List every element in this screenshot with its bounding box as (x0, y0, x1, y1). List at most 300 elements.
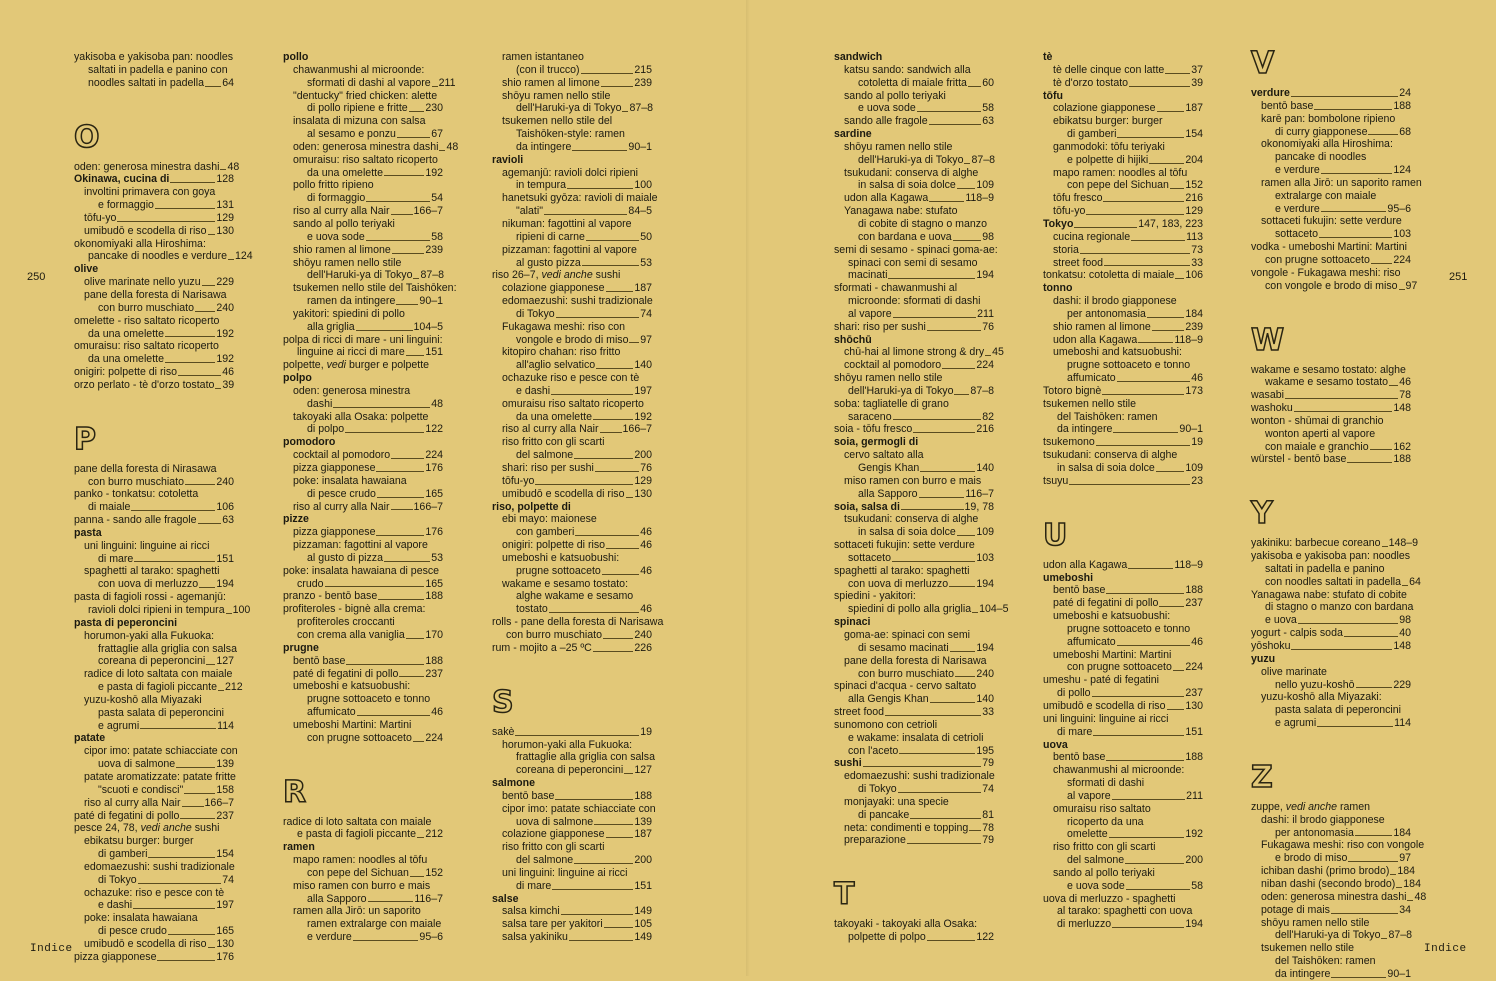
entry-text: pancake di noodles e verdure (88, 250, 227, 263)
entry-text: di pesce crudo (98, 925, 167, 938)
entry-line (283, 346, 443, 359)
page-reference: 19, 78 (964, 500, 994, 513)
page-reference: 184 (1393, 826, 1411, 839)
entry-text: del salmone (516, 854, 574, 867)
entry-line (492, 231, 652, 244)
page-reference: 95–6 (419, 931, 443, 944)
entry-text: semi di sesamo - spinaci goma-ae: (834, 243, 998, 256)
entry-line (834, 257, 994, 270)
heading-text: ramen (283, 841, 315, 854)
index-entry (283, 359, 443, 372)
leader-line (594, 824, 633, 825)
entry-line (283, 154, 443, 167)
entry-line (834, 539, 994, 552)
entry-line (283, 411, 443, 424)
index-subentry (283, 475, 443, 501)
index-column-6 (1251, 46, 1427, 981)
entry-line (74, 604, 251, 617)
entry-line (74, 887, 234, 900)
entry-line (1043, 816, 1203, 829)
index-subentry (1043, 841, 1203, 867)
section-letter-glyph: S (492, 684, 514, 720)
entry-line (1043, 726, 1203, 739)
index-entry (1043, 559, 1203, 572)
entry-line (834, 179, 994, 192)
entry-text: al vapore (1067, 789, 1111, 802)
entry-text: tsuyu (1043, 474, 1069, 487)
entry-line (492, 539, 652, 552)
entry-line (492, 257, 652, 270)
entry-line (834, 488, 994, 501)
entry-text: soia - tōfu fresco (834, 423, 913, 436)
page-reference: 129 (1185, 205, 1203, 218)
section-letter-glyph: W (1251, 322, 1285, 358)
leader-line (551, 394, 633, 395)
entry-text: prugne sottoaceto e tonno (1067, 359, 1191, 372)
entry-text: ripieni di carne (516, 230, 585, 243)
page-reference: 176 (425, 526, 443, 539)
entry-line (834, 90, 994, 103)
index-entry (834, 539, 994, 565)
entry-text: udon alla Kagawa (844, 192, 929, 205)
page-reference: 197 (634, 384, 652, 397)
entry-text: dell'Haruki-ya di Tokyo (307, 269, 413, 282)
entry-line (834, 642, 994, 655)
leader-line (432, 86, 438, 87)
entry-text: del Taishōken: ramen (1057, 410, 1158, 423)
entry-text: al vapore (848, 307, 892, 320)
index-entry (74, 340, 234, 366)
entry-line (1043, 128, 1203, 141)
index-subentry (1043, 205, 1203, 218)
index-subentry (492, 475, 652, 488)
entry-text: monjayaki: una specie (844, 795, 949, 808)
entry-line (1043, 179, 1203, 192)
entry-text: shōyu ramen nello stile (844, 140, 953, 153)
page-reference: 130 (1185, 699, 1203, 712)
page-reference: 129 (634, 474, 652, 487)
leader-line (920, 471, 975, 472)
entry-text: shio ramen al limone (1053, 320, 1151, 333)
index-subentry (74, 565, 234, 591)
index-heading (492, 777, 652, 790)
index-subentry (834, 513, 994, 539)
entry-line (834, 449, 994, 462)
entry-text: soba: tagliatelle di grano (834, 397, 949, 410)
leader-line (202, 285, 216, 286)
index-subentry (834, 115, 994, 128)
entry-text: uni linguini: linguine ai ricci (502, 866, 628, 879)
page-reference: 237 (1185, 687, 1203, 700)
entry-text: poke: insalata hawaiana di pesce (283, 564, 440, 577)
page-reference: 122 (425, 423, 443, 436)
index-subentry (283, 257, 443, 283)
entry-line (74, 912, 234, 925)
page-reference: 40 (1399, 627, 1411, 640)
entry-line (283, 282, 457, 295)
index-column-4 (834, 51, 1009, 944)
page-reference: 46 (640, 526, 652, 539)
entry-text: di stagno o manzo con bardana (1265, 601, 1414, 614)
index-subentry (74, 540, 234, 566)
leader-line (561, 914, 634, 915)
leader-line (515, 735, 639, 736)
page-reference: 130 (634, 487, 652, 500)
entry-text: Yanagawa nabe: stufato (844, 205, 958, 218)
entry-text: preparazione (844, 834, 906, 847)
leader-line (384, 561, 430, 562)
entry-line (1251, 113, 1411, 126)
index-subentry (283, 668, 443, 681)
leader-line (208, 947, 216, 948)
entry-line (1043, 346, 1203, 359)
entry-line (492, 726, 652, 739)
entry-text: sottaceti fukujin: sette verdure (1261, 215, 1402, 228)
entry-line (1251, 402, 1411, 415)
entry-text: di Tokyo (516, 307, 555, 320)
entry-line (1043, 154, 1203, 167)
entry-text: poke: insalata hawaiana (84, 912, 198, 925)
leader-line (917, 111, 981, 112)
entry-line (492, 764, 652, 777)
entry-line (74, 353, 234, 366)
entry-text: pizza giapponese (74, 950, 157, 963)
page-reference: 154 (1185, 128, 1203, 141)
page-reference: 118–9 (1174, 333, 1203, 346)
page-reference: 184 (1185, 307, 1203, 320)
entry-line (283, 905, 443, 918)
leader-line (413, 741, 424, 742)
page-reference: 113 (1186, 230, 1203, 243)
entry-text: salsa kimchi (502, 905, 560, 918)
index-heading (834, 334, 994, 347)
leader-line (406, 355, 425, 356)
entry-text: umeboshi e katsuobushi: (1053, 610, 1171, 623)
entry-text: potage di mais (1261, 903, 1330, 916)
entry-line (1043, 308, 1203, 321)
heading-text: shōchū (834, 333, 872, 346)
index-subentry (834, 655, 994, 681)
heading-text: tè (1043, 51, 1053, 63)
entry-text: miso ramen con burro e mais (844, 474, 982, 487)
entry-text: frattaglie alla griglia con salsa (98, 642, 237, 655)
entry-line (492, 179, 652, 192)
page-reference: 224 (1185, 661, 1203, 674)
leader-line (885, 715, 981, 716)
entry-line (1251, 801, 1411, 814)
heading-text: umeboshi (1043, 571, 1094, 584)
entry-line (834, 526, 994, 539)
entry-line (1251, 267, 1411, 280)
entry-line (492, 64, 652, 77)
leader-line (1152, 330, 1185, 331)
entry-text: wakame e sesamo tostato: alghe (1251, 363, 1406, 376)
page-reference: 19 (640, 725, 652, 738)
page-reference: 45 (992, 346, 1004, 359)
entry-line (74, 899, 234, 912)
index-subentry (283, 526, 443, 539)
entry-line (74, 540, 234, 553)
entry-text: in salsa di soia dolce (858, 179, 956, 192)
page-reference: 165 (425, 487, 443, 500)
leader-line (1149, 163, 1184, 164)
entry-line (1043, 423, 1203, 436)
leader-line (930, 702, 976, 703)
entry-text: poke: insalata hawaiana (293, 474, 407, 487)
index-heading (834, 436, 994, 449)
leader-line (1096, 445, 1190, 446)
entry-line (74, 553, 234, 566)
entry-text: prugne sottoaceto (516, 564, 601, 577)
entry-line (492, 269, 652, 282)
page-reference: 78 (982, 821, 994, 834)
heading-text: Tokyo (1043, 217, 1074, 230)
index-subentry (1251, 215, 1411, 241)
index-subentry (283, 205, 443, 218)
index-entry (1251, 402, 1411, 415)
leader-line (863, 766, 982, 767)
entry-line (74, 225, 234, 238)
entry-line (492, 931, 652, 944)
index-heading (834, 757, 994, 770)
page-reference: 39 (222, 378, 235, 391)
entry-line (1043, 436, 1203, 449)
entry-line (492, 128, 652, 141)
entry-line (834, 398, 994, 411)
section-letter-glyph: Z (1251, 759, 1273, 795)
index-subentry (74, 276, 234, 289)
entry-text: paté di fegatini di pollo (74, 809, 180, 822)
leader-line (396, 304, 418, 305)
entry-line (283, 102, 443, 115)
index-subentry (492, 51, 652, 77)
leader-line (226, 613, 232, 614)
entry-line (283, 90, 443, 103)
entry-line (283, 668, 443, 681)
entry-text: shōyu ramen nello stile (502, 89, 611, 102)
leader-line (185, 484, 215, 485)
index-subentry (834, 629, 994, 655)
entry-text: pane della foresta di Nirasawa (74, 462, 217, 475)
index-subentry (492, 372, 652, 398)
entry-text: agemanjū: ravioli dolci ripieni (502, 166, 639, 179)
leader-line (368, 901, 414, 902)
entry-line (283, 526, 443, 539)
entry-line (1251, 601, 1414, 614)
entry-line (492, 590, 652, 603)
section-letter-y (1251, 488, 1411, 532)
index-entry (1043, 713, 1203, 739)
page-reference: 74 (982, 783, 994, 796)
entry-text: per antonomasia (1275, 826, 1354, 839)
leader-line (206, 664, 215, 665)
page-reference: 197 (216, 899, 234, 912)
entry-line (492, 880, 652, 893)
leader-line (601, 86, 634, 87)
entry-text: polpette di polpo (848, 931, 926, 944)
entry-line (492, 802, 656, 816)
entry-text: radice di loto saltata con maiale (283, 815, 432, 828)
entry-text: al tarako: spaghetti con uova (1057, 905, 1193, 918)
entry-line (74, 476, 234, 489)
page-reference: 192 (425, 166, 443, 179)
index-entry (1043, 700, 1203, 713)
entry-text: vongole - Fukagawa meshi: riso (1251, 266, 1401, 279)
entry-text: e uova sode (1067, 879, 1125, 892)
index-subentry (74, 289, 234, 315)
page-reference: 237 (216, 809, 234, 822)
entry-line (834, 77, 994, 90)
section-letter-v (1251, 46, 1411, 81)
entry-text: bentō base (1053, 584, 1106, 597)
page-reference: 200 (1185, 854, 1203, 867)
index-subentry (492, 218, 652, 244)
entry-line (74, 565, 234, 578)
entry-text: di gamberi (98, 848, 148, 861)
entry-text: sformati - chawanmushi al (834, 282, 958, 295)
entry-line (1251, 717, 1411, 730)
entry-text: con pepe del Sichuan (1067, 179, 1169, 192)
entry-line (492, 488, 652, 501)
leader-line (1331, 913, 1398, 914)
leader-line (1069, 484, 1190, 485)
entry-text: tonkatsu: cotoletta di maiale (1043, 269, 1175, 282)
entry-text: Gengis Khan (858, 462, 920, 474)
page-reference: 76 (982, 320, 994, 333)
index-subentry (1043, 764, 1203, 803)
entry-line (74, 835, 234, 848)
index-subentry (834, 167, 994, 193)
entry-text: colazione giapponese (502, 282, 605, 295)
entry-text: e dashi (516, 384, 551, 397)
entry-line (834, 655, 994, 668)
page-reference: 100 (232, 604, 251, 616)
page-reference: 187 (634, 828, 652, 841)
page-reference: 194 (976, 641, 994, 654)
entry-text: pollo fritto ripieno (293, 179, 374, 192)
entry-text: e uova (1265, 614, 1297, 627)
entry-line (1043, 449, 1203, 462)
page-reference: 114 (1394, 717, 1411, 730)
entry-line (834, 552, 994, 565)
entry-line (283, 64, 443, 77)
leader-line (1147, 317, 1184, 318)
entry-text: al sesamo e ponzu (307, 128, 396, 141)
leader-line (1170, 188, 1184, 189)
index-heading (1043, 739, 1203, 752)
entry-line (1251, 563, 1411, 576)
entry-text: cucina regionale (1053, 230, 1131, 243)
leader-line (353, 940, 419, 941)
entry-line (1043, 674, 1203, 687)
entry-line (1043, 77, 1203, 90)
page-reference: 239 (1185, 320, 1203, 333)
heading-text: spinaci (834, 616, 871, 629)
entry-text: chawanmushi al microonde: (293, 63, 425, 76)
entry-text: umeboshi Martini: Martini (293, 718, 412, 731)
entry-line (492, 411, 652, 424)
entry-line (834, 64, 994, 77)
entry-line (1043, 854, 1203, 867)
page-reference: 237 (425, 667, 443, 680)
entry-line (492, 629, 652, 642)
page-number-right: 251 (1449, 271, 1468, 283)
entry-line (74, 77, 234, 90)
entry-line (74, 630, 234, 643)
entry-line (283, 244, 443, 257)
entry-text: dell'Haruki-ya di Tokyo (1275, 929, 1381, 942)
entry-line (834, 269, 994, 282)
entry-text: colazione giapponese (1053, 102, 1156, 115)
entry-text: nello yuzu-koshō (1275, 678, 1355, 691)
index-subentry (1251, 904, 1411, 917)
leader-line (949, 586, 975, 587)
entry-line (74, 707, 234, 720)
entry-line (1251, 827, 1411, 840)
entry-line (1043, 462, 1203, 475)
entry-text: e verdure (307, 931, 352, 944)
entry-text: saltati in padella e panino con (88, 63, 228, 76)
entry-text: shōyu ramen nello stile (834, 372, 943, 385)
entry-text: umeboshi and katsuobushi: (1053, 346, 1182, 359)
page-reference: 166–7 (622, 423, 652, 436)
page-reference: 103 (976, 551, 994, 564)
page-reference: 90–1 (628, 140, 652, 153)
index-subentry (492, 790, 652, 803)
entry-text: con prugne sottoaceto (1265, 253, 1370, 266)
entry-line (1251, 389, 1411, 402)
index-subentry (834, 449, 994, 475)
page-reference: 240 (216, 475, 234, 488)
leader-line (606, 548, 639, 549)
leader-line (602, 574, 639, 575)
leader-line (1104, 265, 1190, 266)
leader-line (1348, 861, 1398, 862)
entry-line (283, 719, 443, 732)
leader-line (165, 362, 215, 363)
entry-text: horumon-yaki alla Fukuoka: (84, 629, 215, 642)
index-entry (834, 423, 994, 436)
leader-line (346, 664, 424, 665)
entry-line (283, 167, 443, 180)
entry-text: sottaceto (1275, 228, 1318, 241)
entry-text: sando al pollo teriyaki (1053, 866, 1155, 879)
index-entry (74, 514, 234, 527)
page-reference: 34 (1399, 903, 1411, 916)
entry-text: uni linguini: linguine ai ricci (1043, 712, 1169, 725)
leader-line (1291, 649, 1392, 650)
index-subentry (283, 655, 443, 668)
index-subentry (1043, 64, 1203, 77)
entry-text: yakitori: spiedini di pollo (293, 307, 405, 320)
entry-text: wakame e sesamo tostato: (502, 577, 629, 590)
entry-line (283, 488, 443, 501)
index-subentry (1251, 865, 1416, 878)
entry-text: e wakame: insalata di cetrioli (848, 731, 984, 744)
entry-text: ramen da intingere (307, 295, 396, 308)
entry-line (1043, 115, 1203, 128)
index-subentry (1251, 176, 1422, 216)
entry-line (492, 616, 664, 629)
entry-line (74, 186, 234, 199)
index-subentry (74, 668, 243, 694)
entry-line (283, 269, 443, 282)
index-subentry (74, 186, 234, 212)
section-letter-u (1043, 510, 1203, 551)
section-letter-glyph: U (1043, 517, 1068, 553)
index-subentry (283, 282, 457, 308)
page-reference: 211 (977, 307, 994, 320)
